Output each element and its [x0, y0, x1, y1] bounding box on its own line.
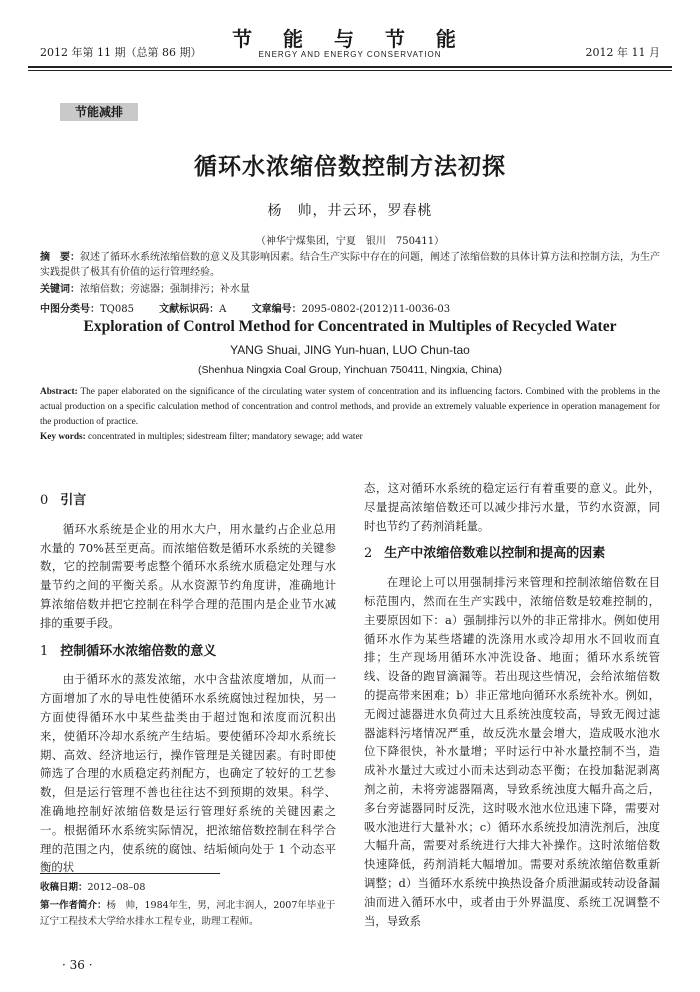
section-heading-1: 1 控制循环水浓缩倍数的意义	[40, 643, 217, 659]
column-tag: 节能减排	[60, 103, 138, 121]
affiliation-cn: （神华宁煤集团，宁夏 银川 750411）	[255, 236, 445, 247]
header-rule	[28, 66, 672, 68]
paragraph: 循环水系统是企业的用水大户，用水量约占企业总用水量的 70%甚至更高。而浓缩倍数是循环水系统的关键参数，它的控制需要考虑整个循环水系统水质稳定处理与水量节约之间的平衡关系。从水资源节约角度讲，准确地计算浓缩倍数并把它控制在科学合理的范围内是企业节水减排的重要手段。	[40, 521, 336, 630]
authors-en: YANG Shuai, JING Yun-huan, LUO Chun-tao	[230, 343, 470, 357]
header-rule-thin	[28, 70, 672, 71]
keywords-cn	[40, 282, 660, 297]
abstract-en-label: Abstract:	[40, 387, 78, 397]
abstract-cn-text: 叙述了循环水系统浓缩倍数的意义及其影响因素。结合生产实际中存在的问题，阐述了浓缩倍数的具体计算方法和控制方法，为生产实践提供了极其有价值的运行管理经验。	[40, 252, 660, 278]
abstract-en-text: The paper elaborated on the significance of the circulating water system of concentration and its influencing factors. Combined with the problems in the actual production on a specific calculation method of concentration and control methods, and provide an extremely valuable experience in operation management for the production of practice.	[40, 387, 660, 427]
keywords-cn-text: 浓缩倍数；旁滤器；强制排污；补水量	[80, 284, 250, 295]
keywords-en-text: concentrated in multiples; sidestream filter; mandatory sewage; add water	[88, 432, 363, 442]
paper-title-en: Exploration of Control Method for Concentrated in Multiples of Recycled Water	[83, 318, 617, 335]
keywords-cn-label: 关键词：	[40, 284, 80, 295]
paragraph: 态，这对循环水系统的稳定运行有着重要的意义。此外，尽量提高浓缩倍数还可以减少排污水量，节约水资源，同时也节约了药剂消耗量。	[364, 481, 660, 533]
running-header-date: 2012 年 11 月	[585, 46, 660, 59]
section-heading-0: 0 引言	[40, 493, 87, 508]
page-number: · 36 ·	[62, 958, 93, 972]
keywords-en-label: Key words:	[40, 432, 86, 442]
article-number: 文章编号：2095-0802-(2012)11-0036-03	[251, 304, 451, 315]
body-left-column	[40, 482, 336, 877]
journal-name-cn: 节 能 与 节 能	[232, 27, 468, 51]
journal-name-en: ENERGY AND ENERGY CONSERVATION	[258, 50, 442, 59]
footnote-author: 第一作者简介：杨 帅，1984年生，男，河北丰润人，2007年毕业于辽宁工程技术大学给水排水工程专业，助理工程师。	[40, 900, 336, 927]
authors-cn: 杨 帅，井云环，罗春桃	[267, 203, 433, 219]
classification-line	[40, 300, 472, 315]
document-code: 文献标识码：A	[159, 304, 227, 315]
abstract-cn-label: 摘 要：	[40, 252, 80, 263]
section-heading-2: 2 生产中浓缩倍数难以控制和提高的因素	[364, 546, 606, 562]
paragraph: 在理论上可以用强制排污来管理和控制浓缩倍数在目标范围内，然而在生产实践中，浓缩倍数是较难控制的，主要原因如下：a）强制排污以外的非正常排水。例如使用循环水作为某些塔罐的洗涤用水或冷却用水不回收而直排；生产现场用循环水冲洗设备、地面；循环水系统管线、设备的跑冒滴漏等。若出现这些情况，会给浓缩倍数的提高带来困难；b）非正常地向循环水系统补水。例如，无阀过滤器进水负荷过大且系统浊度较高，导致无阀过滤器滤料污堵情况严重，故反洗水量会增大，造成吸水池水位下降很快，补水量增；平时运行中补水量控制不当，造成补水量过大或过小而未达到动态平衡；在投加黏泥剥离剂之前，未将旁滤器隔离，导致系统浊度大幅升高之后，多台旁滤器同时反洗，这时吸水池水位迅速下降，需要对吸水池进行大量补水；c）循环水系统投加清洗剂后，浊度大幅升高，需要对系统进行大排大补操作。这时浓缩倍数快速降低，药剂消耗大幅增加。需要对系统浓缩倍数重新调整；d）当循环水系统中换热设备介质泄漏或转动设备漏油而进入循环水中，或者由于外界温度、系统工况调整不当，导致系	[364, 575, 660, 928]
paper-title-cn: 循环水浓缩倍数控制方法初探	[194, 154, 506, 180]
affiliation-en: (Shenhua Ningxia Coal Group, Yinchuan 750411, Ningxia, China)	[198, 364, 502, 376]
footnote-received: 收稿日期：2012–08–08	[40, 882, 146, 893]
body-right-column	[364, 479, 660, 930]
running-header-issue: 2012 年第 11 期（总第 86 期）	[40, 46, 202, 59]
abstract-en	[40, 385, 660, 430]
paragraph: 由于循环水的蒸发浓缩，水中含盐浓度增加，从而一方面增加了水的导电性使循环水系统腐蚀过程加快，另一方面使得循环水中某些盐类由于超过饱和浓度而沉积出来，使循环冷却水系统产生结垢。要使循环冷却水系统长期、高效、经济地运行，操作管理是关键因素。有时即使筛选了合理的水质稳定药剂配方，也确定了较好的工艺参数，但是运行管理不善也往往达不到预期的效果。科学、准确地控制好浓缩倍数是运行管理好系统的关键因素之一。根据循环水系统实际情况，把浓缩倍数控制在科学合理的范围之内，使系统的腐蚀、结垢倾向处于 1 个动态平衡的状	[40, 672, 336, 875]
abstract-cn	[40, 250, 660, 280]
footnote-rule	[40, 873, 220, 874]
clc-number: 中图分类号：TQ085	[40, 304, 134, 315]
keywords-en	[40, 432, 660, 442]
